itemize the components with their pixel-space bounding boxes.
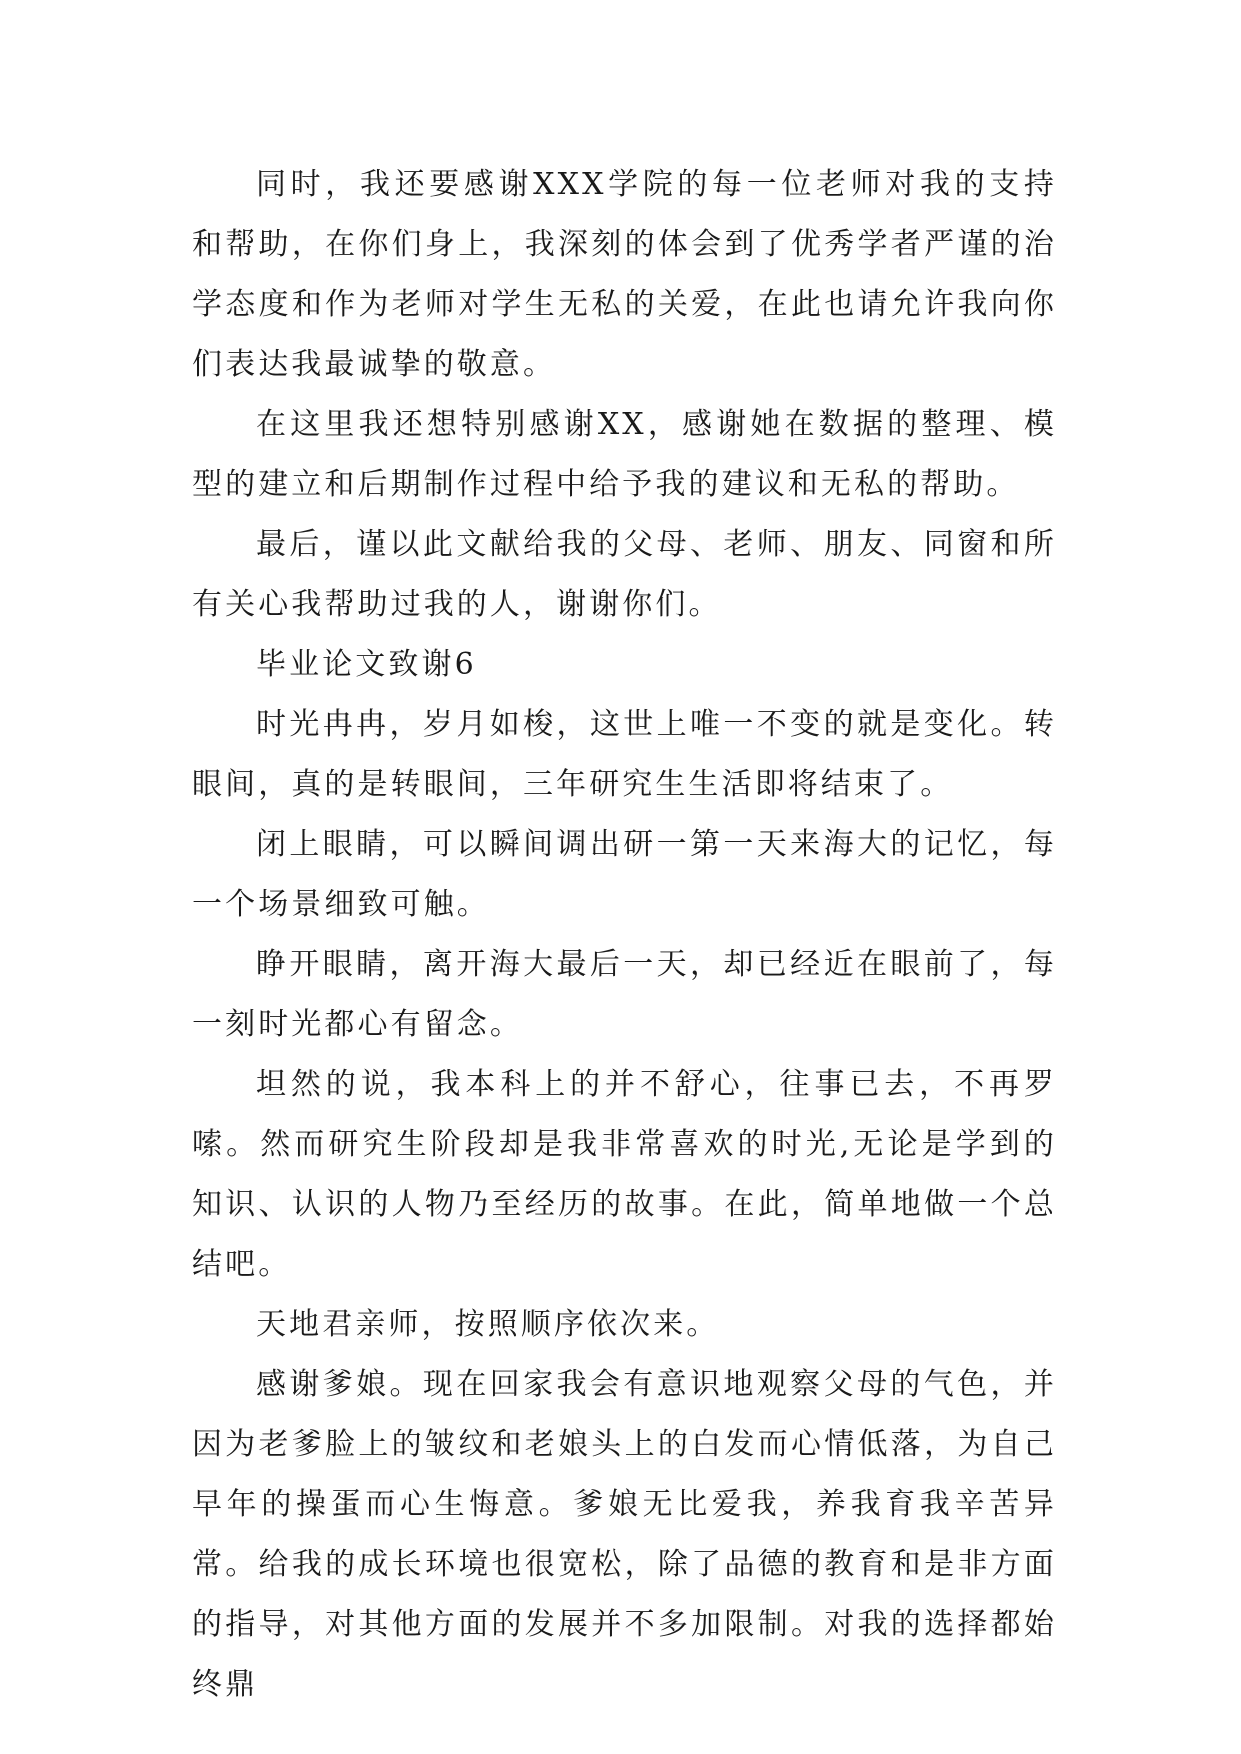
paragraph-time-flies: 时光冉冉，岁月如梭，这世上唯一不变的就是变化。转眼间，真的是转眼间，三年研究生生活即将结束了。 [192,707,1057,802]
document-body [192,155,1057,1715]
paragraph-open-eyes: 睁开眼睛，离开海大最后一天，却已经近在眼前了，每一刻时光都心有留念。 [192,947,1057,1042]
paragraph-close-eyes: 闭上眼睛，可以瞬间调出研一第一天来海大的记忆，每一个场景细致可触。 [192,827,1057,922]
paragraph-order: 天地君亲师，按照顺序依次来。 [256,1307,720,1342]
paragraph-dedication: 最后，谨以此文献给我的父母、老师、朋友、同窗和所有关心我帮助过我的人，谢谢你们。 [192,527,1057,622]
paragraph-thanks-xx: 在这里我还想特别感谢XX，感谢她在数据的整理、模型的建立和后期制作过程中给予我的建议和无私的帮助。 [192,407,1057,502]
paragraph-frankly: 坦然的说，我本科上的并不舒心，往事已去，不再罗嗦。然而研究生阶段却是我非常喜欢的时光,无论是学到的知识、认识的人物乃至经历的故事。在此，简单地做一个总结吧。 [192,1067,1057,1282]
paragraph-thanks-teachers: 同时，我还要感谢XXX学院的每一位老师对我的支持和帮助，在你们身上，我深刻的体会到了优秀学者严谨的治学态度和作为老师对学生无私的关爱，在此也请允许我向你们表达我最诚挚的敬意。 [192,167,1057,382]
section-heading: 毕业论文致谢6 [256,647,477,682]
paragraph-thanks-parents: 感谢爹娘。现在回家我会有意识地观察父母的气色，并因为老爹脸上的皱纹和老娘头上的白发而心情低落，为自己早年的操蛋而心生悔意。爹娘无比爱我，养我育我辛苦异常。给我的成长环境也很宽松，除了品德的教育和是非方面的指导，对其他方面的发展并不多加限制。对我的选择都始终鼎 [192,1367,1057,1702]
